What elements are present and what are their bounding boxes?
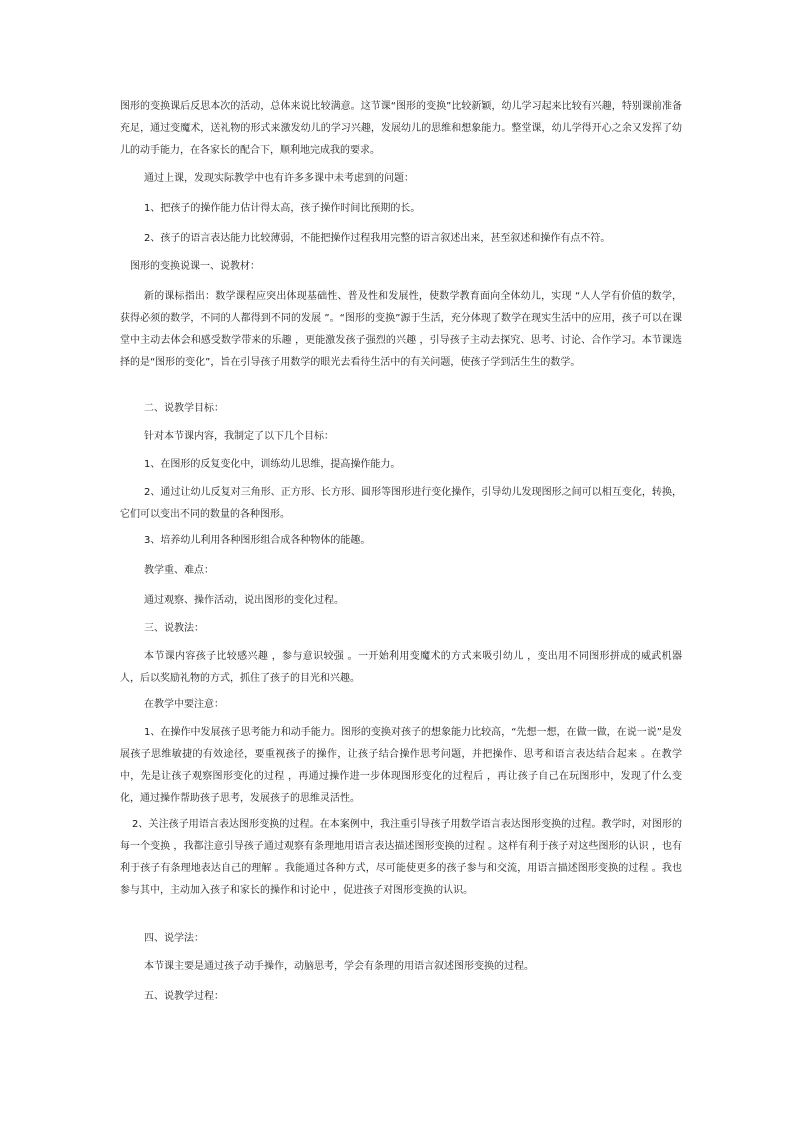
paragraph-goal-2: 2、通过让幼儿反复对三角形、正方形、长方形、圆形等图形进行变化操作，引导幼儿发现图形之间可以相互变化，转换，它们可以变出不同的数量的各种图形。 (120, 487, 682, 520)
paragraph-goal-3: 3、培养幼儿利用各种图形组合成各种物体的能趣。 (144, 535, 371, 546)
paragraph-goal-1: 1、在图形的反复变化中，训练幼儿思维，提高操作能力。 (144, 459, 401, 470)
heading-teaching-method: 三、说教法： (144, 623, 204, 634)
paragraph-note-1: 1、在操作中发展孩子思考能力和动手能力。图形的变换对孩子的想象能力比较高，“先想一想，在做一做，在说一说”是发展孩子思维敏捷的有效途径，要重视孩子的操作，让孩子结合操作思考问题，并把操作、思考和语言表达结合起来 。在教学中，先是让孩子观察图形变化的过程 ，再通过操作进一步体现图形变化的过程后 ，再让孩子自己在玩图形中，发现了什么变化，通过操作帮助孩子思考，发展孩子的思维灵活性。 (120, 727, 682, 804)
paragraph-teaching-method: 本节课内容孩子比较感兴趣 ，参与意识较强 。一开始利用变魔术的方式来吸引幼儿 ，变出用不同图形拼成的威武机器人，后以奖励礼物的方式，抓住了孩子的目光和兴趣。 (120, 651, 682, 684)
paragraph-issues-intro: 通过上课，发现实际教学中也有许多多课中未考虑到的问题： (144, 173, 414, 184)
heading-teaching-goals: 二、说教学目标： (144, 403, 224, 414)
paragraph-issue-2: 2、孩子的语言表达能力比较薄弱，不能把操作过程我用完整的语言叙述出来，甚至叙述和操作有点不符。 (144, 233, 611, 244)
heading-learning-method: 四、说学法： (144, 933, 204, 944)
paragraph-note-2: 2、关注孩子用语言表达图形变换的过程。在本案例中，我注重引导孩子用数学语言表达图形变换的过程。教学时，对图形的每一个变换 ，我都注意引导孩子通过观察有条理地用语言表达描述图形变换的过程 。这样有利于孩子对这些图形的认识 ，也有利于孩子有条理地表达自己的理解 。我能通过各种方式，尽可能使更多的孩子参与和交流，用语言描述图形变换的过程 。我也参与其中，主动加入孩子和家长的操作和讨论中 ，促进孩子对图形变换的认识。 (120, 819, 682, 896)
heading-key-points: 教学重、难点： (144, 565, 214, 576)
heading-teaching-process: 五、说教学过程： (144, 991, 224, 1002)
paragraph-key-points: 通过观察、操作活动，说出图形的变化过程。 (144, 595, 344, 606)
heading-notes: 在教学中要注意： (144, 699, 224, 710)
paragraph-goals-intro: 针对本节课内容，我制定了以下几个目标： (144, 431, 334, 442)
paragraph-issue-1: 1、把孩子的操作能力估计得太高，孩子操作时间比预期的长。 (144, 203, 421, 214)
paragraph-learning-method: 本节课主要是通过孩子动手操作，动脑思考，学会有条理的用语言叙述图形变换的过程。 (144, 961, 534, 972)
paragraph-reflection: 图形的变换课后反思本次的活动，总体来说比较满意。这节课“图形的变换”比较新颖，幼儿学习起来比较有兴趣，特别课前准备充足，通过变魔术，送礼物的形式来激发幼儿的学习兴趣，发展幼儿的思维和想象能力。整堂课，幼儿学得开心之余又发挥了幼儿的动手能力，在各家长的配合下，顺利地完成我的要求。 (120, 101, 682, 156)
heading-teaching-material: 图形的变换说课一、说教材： (130, 261, 260, 272)
paragraph-curriculum: 新的课标指出：数学课程应突出体现基础性、普及性和发展性，使数学教育面向全体幼儿，实现 “人人学有价值的数学，获得必须的数学，不同的人都得到不同的发展 ”。“图形的变换”源于生活，充分体现了数学在现实生活中的应用，孩子可以在课堂中主动去体会和感受数学带来的乐趣 ，更能激发孩子强烈的兴趣 ，引导孩子主动去探究、思考、讨论、合作学习。本节课选择的是“图形的变化”，旨在引导孩子用数学的眼光去看待生活中的有关问题，使孩子学到活生生的数学。 (120, 291, 682, 368)
